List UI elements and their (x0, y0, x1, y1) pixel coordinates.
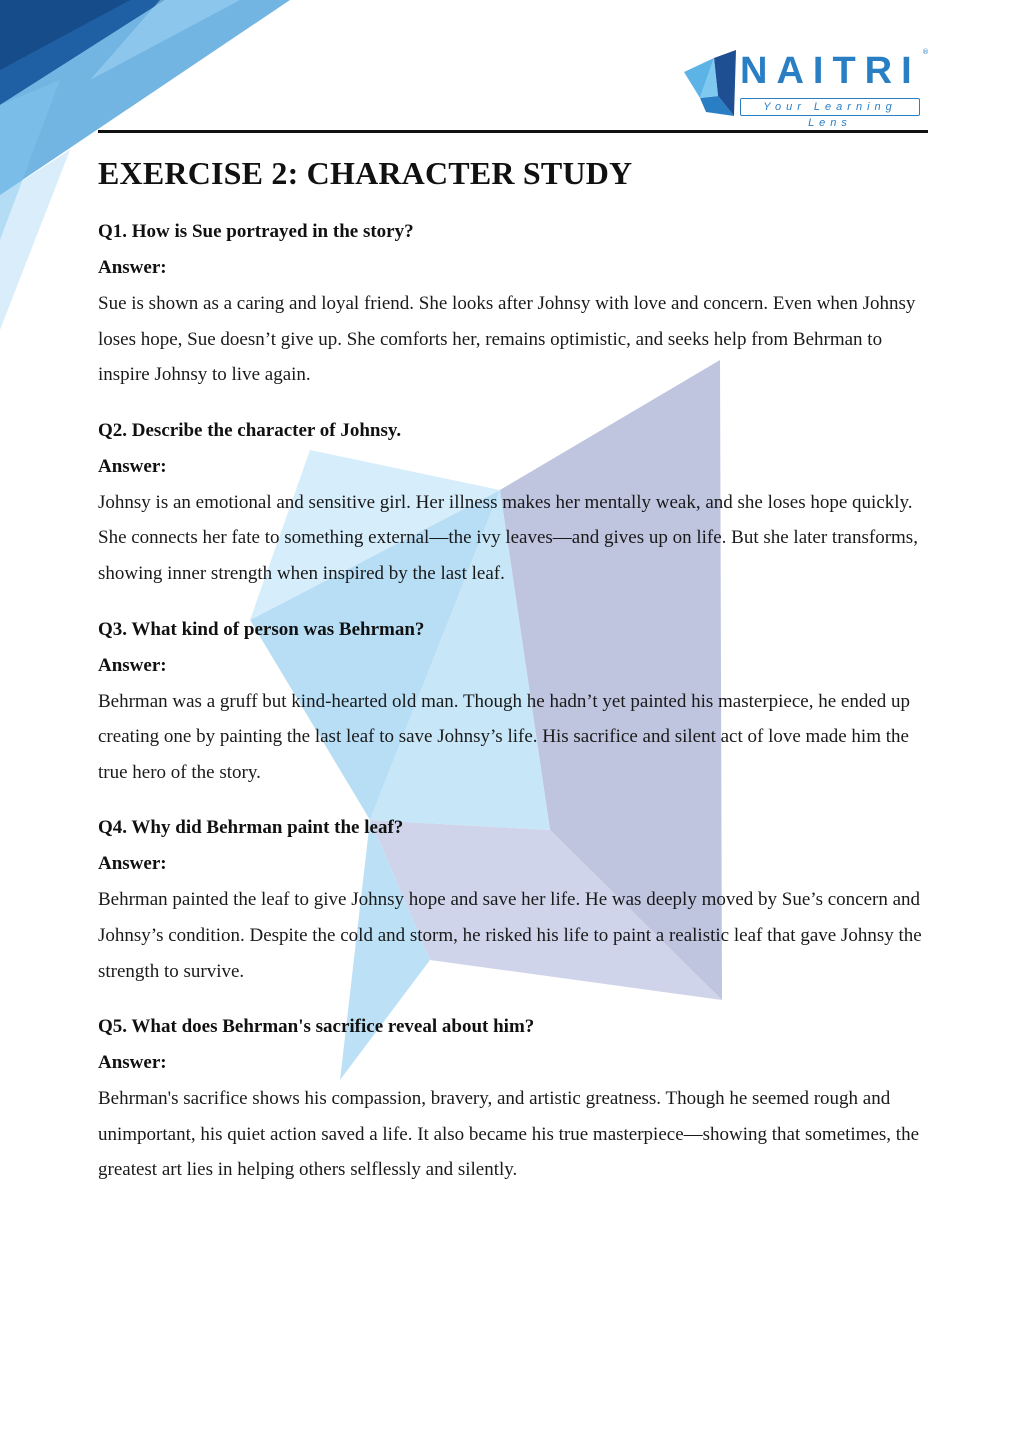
answer-text: Johnsy is an emotional and sensitive girl. Her illness makes her mentally weak, and she loses hope quickly. She connects her fate to something external—the ivy leaves—and gives up on life. But she later transforms, showing inner strength when inspired by the last leaf. (98, 491, 918, 584)
answer-text: Behrman painted the leaf to give Johnsy hope and save her life. He was deeply moved by Sue’s concern and Johnsy’s condition. Despite the cold and storm, he risked his life to paint a realistic leaf that gave Johnsy the strength to survive. (98, 889, 922, 982)
question-text: Q1. How is Sue portrayed in the story? (98, 221, 414, 242)
brand-tagline: Your Learning Lens (740, 98, 920, 116)
qa-item (98, 612, 930, 791)
qa-item (98, 413, 930, 592)
question-text: Q5. What does Behrman's sacrifice reveal about him? (98, 1016, 535, 1038)
answer-text: Behrman's sacrifice shows his compassion, bravery, and artistic greatness. Though he seemed rough and unimportant, his quiet action saved a life. It also became his true masterpiece—showing that sometimes, the greatest art lies in helping others selflessly and silently. (98, 1088, 919, 1181)
answer-label: Answer: (98, 455, 167, 477)
origami-bird-icon (684, 50, 738, 120)
answer-text: Sue is shown as a caring and loyal friend. She looks after Johnsy with love and concern. Even when Johnsy loses hope, Sue doesn’t give up. She comforts her, remains optimistic, and seeks help from Behrman to inspire Johnsy to live again. (98, 293, 916, 386)
qa-item (98, 810, 930, 989)
qa-item (98, 1009, 930, 1188)
page-title: EXERCISE 2: CHARACTER STUDY (98, 155, 633, 191)
brand-logo (684, 48, 934, 129)
question-text: Q3. What kind of person was Behrman? (98, 618, 425, 640)
brand-name: NAITRI (740, 50, 921, 92)
registered-mark: ® (922, 48, 929, 56)
document-body (98, 150, 930, 1208)
answer-label: Answer: (98, 1052, 167, 1074)
question-text: Q2. Describe the character of Johnsy. (98, 419, 402, 441)
answer-label: Answer: (98, 853, 167, 875)
header-rule (98, 130, 928, 133)
answer-text: Behrman was a gruff but kind-hearted old man. Though he hadn’t yet painted his masterpiece, he ended up creating one by painting the last leaf to save Johnsy’s life. His sacrifice and silent act of love made him the true hero of the story. (98, 690, 911, 783)
answer-label: Answer: (98, 654, 167, 676)
answer-label: Answer: (98, 257, 167, 278)
qa-item (98, 214, 930, 393)
question-text: Q4. Why did Behrman paint the leaf? (98, 817, 404, 839)
